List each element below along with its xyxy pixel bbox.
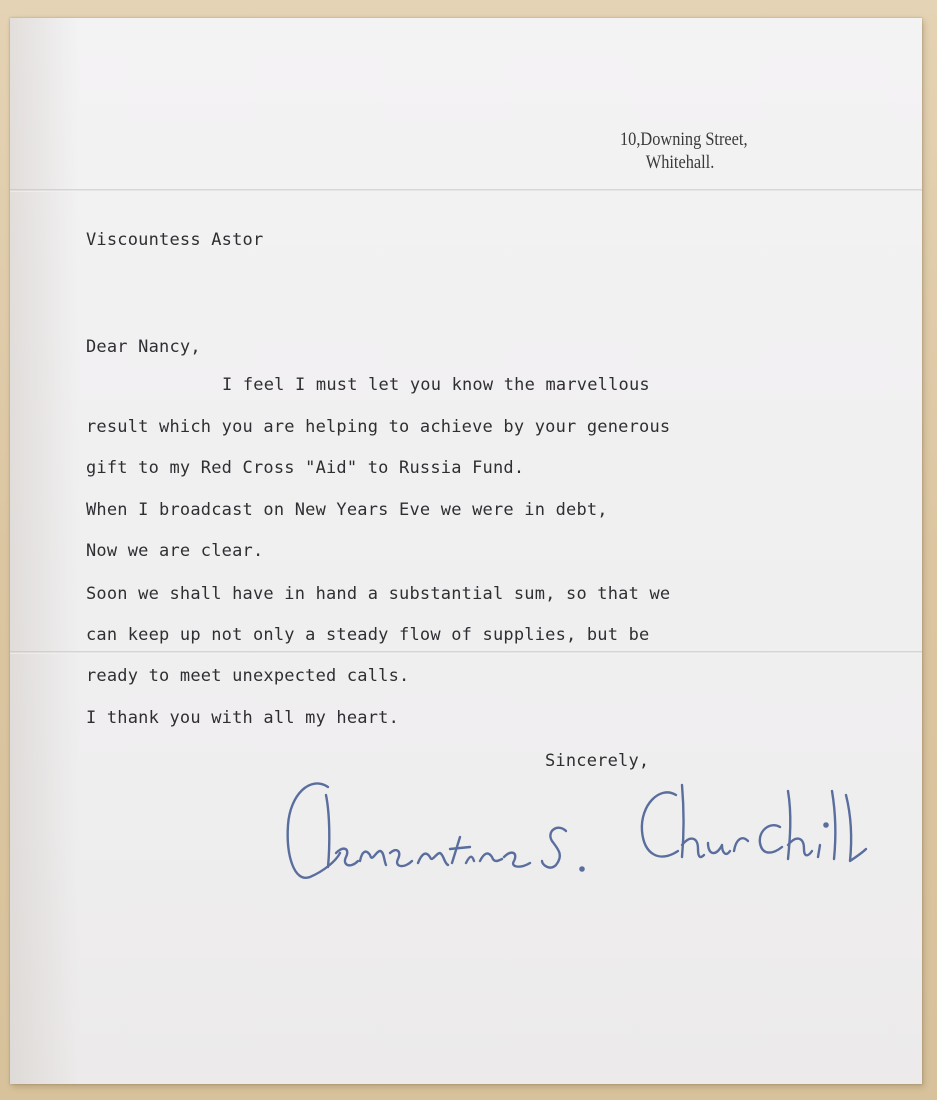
body-line-8: ready to meet unexpected calls. (86, 666, 410, 686)
body-line-6: Soon we shall have in hand a substantial sum, so that we (86, 584, 671, 604)
body-line-1: I feel I must let you know the marvellous (222, 375, 650, 395)
letterhead-line-2: Whitehall. (645, 152, 715, 173)
body-line-7: can keep up not only a steady flow of supplies, but be (86, 625, 650, 645)
handwritten-signature (280, 765, 890, 895)
body-line-4: When I broadcast on New Years Eve we were in debt, (86, 500, 608, 520)
body-line-9: I thank you with all my heart. (86, 708, 400, 728)
letterhead-line-1: 10,Downing Street, (620, 129, 748, 150)
fold-line-middle (10, 651, 922, 654)
body-line-2: result which you are helping to achieve by your generous (86, 417, 671, 437)
body-line-3: gift to my Red Cross "Aid" to Russia Fund. (86, 458, 525, 478)
body-line-5: Now we are clear. (86, 541, 264, 561)
closing: Sincerely, (545, 751, 650, 771)
fold-line-top (10, 189, 922, 192)
letterhead-address (620, 128, 748, 174)
recipient-line: Viscountess Astor (86, 230, 264, 250)
salutation: Dear Nancy, (86, 337, 201, 357)
